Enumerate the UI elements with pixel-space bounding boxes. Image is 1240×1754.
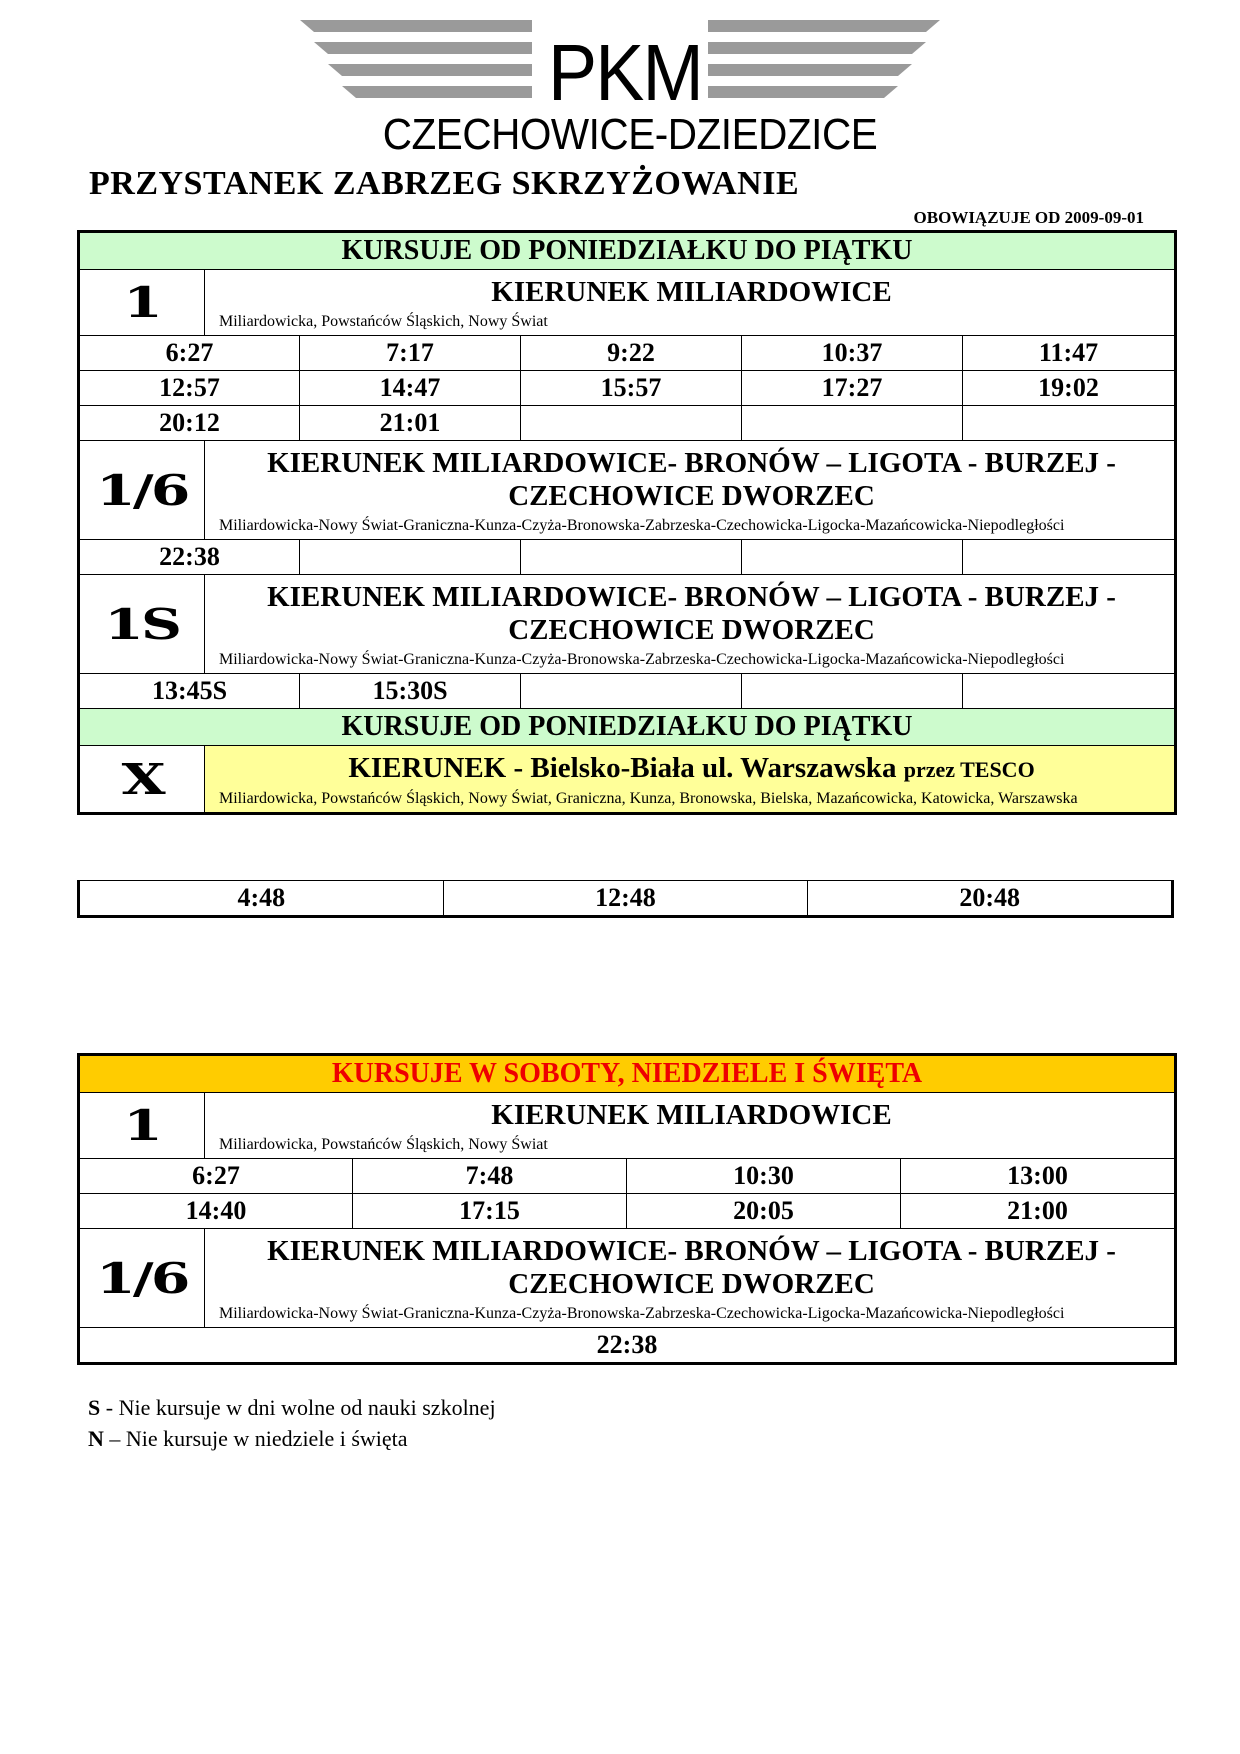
weekday-timetable bbox=[77, 230, 1177, 815]
departure-time: 7:17 bbox=[300, 336, 521, 371]
departure-time: 21:00 bbox=[901, 1194, 1176, 1229]
departure-time bbox=[521, 674, 742, 709]
departure-time: 4:48 bbox=[79, 881, 444, 917]
legend-key: N bbox=[88, 1426, 104, 1451]
departure-time: 17:27 bbox=[742, 371, 963, 406]
logo-city-text: CZECHOWICE-DZIEDZICE bbox=[382, 110, 878, 159]
departure-time bbox=[521, 406, 742, 441]
departure-time: 21:01 bbox=[300, 406, 521, 441]
departure-time: 20:48 bbox=[808, 881, 1173, 917]
direction-title-main: KIERUNEK - Bielsko-Biała ul. Warszawska bbox=[348, 752, 897, 784]
direction-title: KIERUNEK MILIARDOWICE bbox=[491, 276, 892, 308]
weekend-timetable bbox=[77, 1053, 1177, 1365]
direction-cell bbox=[205, 270, 1176, 336]
weekday-header: KURSUJE OD PONIEDZIAŁKU DO PIĄTKU bbox=[79, 232, 1176, 270]
line-number-1: 1 bbox=[79, 1093, 205, 1159]
departure-time: 10:30 bbox=[627, 1159, 901, 1194]
departure-time: 13:00 bbox=[901, 1159, 1176, 1194]
line-number-1: 1 bbox=[79, 270, 205, 336]
departure-time: 9:22 bbox=[521, 336, 742, 371]
stop-title: PRZYSTANEK ZABRZEG SKRZYŻOWANIE bbox=[89, 165, 800, 202]
route-streets: Miliardowicka, Powstańców Śląskich, Nowy Świat bbox=[219, 1136, 548, 1153]
logo-brand-text: PKM bbox=[548, 28, 702, 117]
route-streets: Miliardowicka-Nowy Świat-Graniczna-Kunza-Czyża-Bronowska-Zabrzeska-Czechowicka-Ligocka-Mazańcowicka-Niepodległości bbox=[219, 517, 1065, 534]
route-streets: Miliardowicka, Powstańców Śląskich, Nowy Świat bbox=[219, 313, 548, 330]
departure-time bbox=[742, 406, 963, 441]
legend-key: S bbox=[88, 1395, 101, 1420]
direction-title: KIERUNEK MILIARDOWICE bbox=[491, 1099, 892, 1131]
departure-time: 7:48 bbox=[353, 1159, 627, 1194]
weekend-header: KURSUJE W SOBOTY, NIEDZIELE I ŚWIĘTA bbox=[79, 1055, 1176, 1093]
departure-time: 17:15 bbox=[353, 1194, 627, 1229]
direction-cell bbox=[205, 1229, 1176, 1328]
departure-time bbox=[963, 406, 1176, 441]
departure-time: 10:37 bbox=[742, 336, 963, 371]
route-streets: Miliardowicka, Powstańców Śląskich, Nowy Świat, Graniczna, Kunza, Bronowska, Bielska, Mazańcowicka, Katowicka, Warszawska bbox=[219, 790, 1078, 807]
departure-time: 12:48 bbox=[443, 881, 808, 917]
departure-time bbox=[742, 674, 963, 709]
departure-time: 19:02 bbox=[963, 371, 1176, 406]
departure-time: 11:47 bbox=[963, 336, 1176, 371]
direction-title: KIERUNEK MILIARDOWICE- BRONÓW – LIGOTA - BURZEJ - CZECHOWICE DWORZEC bbox=[267, 581, 1116, 646]
departure-time bbox=[300, 540, 521, 575]
legend-text: - Nie kursuje w dni wolne od nauki szkolnej bbox=[100, 1395, 496, 1420]
legend-text: – Nie kursuje w niedziele i święta bbox=[103, 1426, 408, 1451]
departure-time: 6:27 bbox=[79, 336, 300, 371]
weekday-header-2: KURSUJE OD PONIEDZIAŁKU DO PIĄTKU bbox=[79, 709, 1176, 746]
departure-time: 14:40 bbox=[79, 1194, 353, 1229]
departure-time: 12:57 bbox=[79, 371, 300, 406]
legend-s bbox=[88, 1392, 496, 1423]
line-number-1-6: 1/6 bbox=[79, 1229, 205, 1328]
line-x-times bbox=[77, 880, 1174, 918]
direction-cell bbox=[205, 441, 1176, 540]
route-streets: Miliardowicka-Nowy Świat-Graniczna-Kunza-Czyża-Bronowska-Zabrzeska-Czechowicka-Ligocka-Mazańcowicka-Niepodległości bbox=[219, 651, 1065, 668]
line-number-x: X bbox=[79, 746, 205, 814]
direction-title: KIERUNEK MILIARDOWICE- BRONÓW – LIGOTA - BURZEJ - CZECHOWICE DWORZEC bbox=[267, 1235, 1116, 1300]
pkm-logo bbox=[300, 18, 940, 158]
route-streets: Miliardowicka-Nowy Świat-Graniczna-Kunza-Czyża-Bronowska-Zabrzeska-Czechowicka-Ligocka-Mazańcowicka-Niepodległości bbox=[219, 1305, 1065, 1322]
valid-from-date: OBOWIĄZUJE OD 2009-09-01 bbox=[913, 208, 1144, 227]
direction-cell bbox=[205, 1093, 1176, 1159]
direction-cell-x bbox=[205, 746, 1176, 814]
direction-cell bbox=[205, 575, 1176, 674]
departure-time: 15:57 bbox=[521, 371, 742, 406]
departure-time: 20:05 bbox=[627, 1194, 901, 1229]
legend-n bbox=[88, 1423, 408, 1454]
direction-title-via: przez TESCO bbox=[903, 757, 1035, 782]
departure-time: 14:47 bbox=[300, 371, 521, 406]
direction-title: KIERUNEK MILIARDOWICE- BRONÓW – LIGOTA - BURZEJ - CZECHOWICE DWORZEC bbox=[267, 447, 1116, 512]
departure-time: 22:38 bbox=[79, 540, 300, 575]
departure-time: 15:30S bbox=[300, 674, 521, 709]
direction-title bbox=[219, 752, 1164, 786]
line-number-1-6: 1/6 bbox=[79, 441, 205, 540]
departure-time: 22:38 bbox=[79, 1328, 1176, 1364]
departure-time: 13:45S bbox=[79, 674, 300, 709]
departure-time: 20:12 bbox=[79, 406, 300, 441]
departure-time: 6:27 bbox=[79, 1159, 353, 1194]
departure-time bbox=[963, 540, 1176, 575]
departure-time bbox=[521, 540, 742, 575]
departure-time bbox=[742, 540, 963, 575]
departure-time bbox=[963, 674, 1176, 709]
line-number-1s: 1S bbox=[79, 575, 205, 674]
